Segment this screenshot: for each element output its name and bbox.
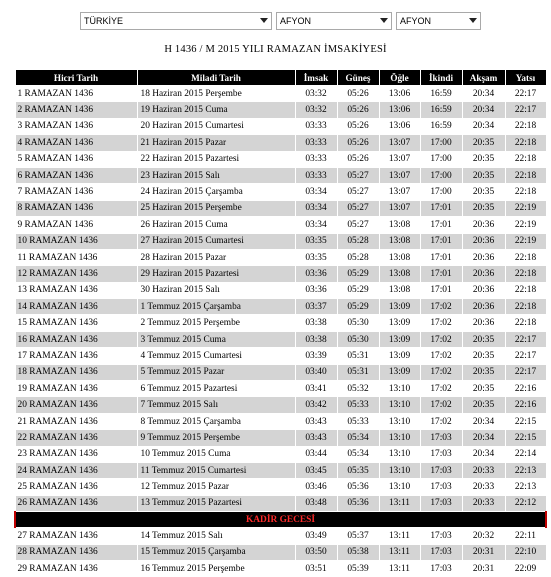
time-cell: 20:34: [462, 430, 505, 446]
time-cell: 17:02: [420, 381, 462, 397]
time-cell: 20:35: [462, 397, 505, 413]
hicri-date-cell: 22 RAMAZAN 1436: [15, 430, 137, 446]
hicri-date-cell: 29 RAMAZAN 1436: [15, 560, 137, 576]
time-cell: 03:46: [295, 479, 337, 495]
time-cell: 22:18: [505, 299, 546, 315]
page-title: H 1436 / M 2015 YILI RAMAZAN İMSAKİYESİ: [164, 44, 387, 55]
time-cell: 20:35: [462, 200, 505, 216]
time-cell: 03:32: [295, 86, 337, 102]
table-row: [15, 430, 546, 446]
time-cell: 03:39: [295, 348, 337, 364]
miladi-date-cell: 18 Haziran 2015 Perşembe: [137, 86, 295, 102]
table-row: [15, 233, 546, 249]
time-cell: 20:35: [462, 135, 505, 151]
column-header: Hicri Tarih: [15, 70, 137, 86]
time-cell: 05:28: [337, 233, 379, 249]
miladi-date-cell: 16 Temmuz 2015 Perşembe: [137, 560, 295, 576]
time-cell: 17:01: [420, 200, 462, 216]
table-row: [15, 315, 546, 331]
table-row: [15, 266, 546, 282]
time-cell: 17:03: [420, 495, 462, 511]
time-cell: 13:10: [379, 397, 420, 413]
time-cell: 03:33: [295, 135, 337, 151]
imsakiye-table: [14, 69, 547, 577]
table-row: [15, 544, 546, 560]
time-cell: 20:36: [462, 315, 505, 331]
time-cell: 20:36: [462, 217, 505, 233]
time-cell: 13:11: [379, 544, 420, 560]
time-cell: 05:29: [337, 282, 379, 298]
hicri-date-cell: 13 RAMAZAN 1436: [15, 282, 137, 298]
hicri-date-cell: 1 RAMAZAN 1436: [15, 86, 137, 102]
time-cell: 20:31: [462, 544, 505, 560]
column-header: Öğle: [379, 70, 420, 86]
time-cell: 17:03: [420, 528, 462, 544]
miladi-date-cell: 24 Haziran 2015 Çarşamba: [137, 184, 295, 200]
time-cell: 05:32: [337, 381, 379, 397]
time-cell: 20:31: [462, 560, 505, 576]
time-cell: 05:28: [337, 249, 379, 265]
time-cell: 13:06: [379, 118, 420, 134]
time-cell: 20:35: [462, 151, 505, 167]
time-cell: 20:36: [462, 282, 505, 298]
time-cell: 05:31: [337, 364, 379, 380]
time-cell: 17:01: [420, 282, 462, 298]
time-cell: 17:02: [420, 364, 462, 380]
time-cell: 22:18: [505, 135, 546, 151]
time-cell: 22:11: [505, 528, 546, 544]
time-cell: 17:02: [420, 331, 462, 347]
column-header: Güneş: [337, 70, 379, 86]
time-cell: 13:09: [379, 348, 420, 364]
time-cell: 22:17: [505, 102, 546, 118]
miladi-date-cell: 10 Temmuz 2015 Cuma: [137, 446, 295, 462]
time-cell: 22:18: [505, 249, 546, 265]
time-cell: 20:33: [462, 479, 505, 495]
time-cell: 05:36: [337, 479, 379, 495]
table-row: [15, 348, 546, 364]
time-cell: 03:44: [295, 446, 337, 462]
time-cell: 17:01: [420, 233, 462, 249]
time-cell: 17:03: [420, 479, 462, 495]
miladi-date-cell: 28 Haziran 2015 Pazar: [137, 249, 295, 265]
miladi-date-cell: 6 Temmuz 2015 Pazartesi: [137, 381, 295, 397]
time-cell: 20:35: [462, 167, 505, 183]
time-cell: 03:43: [295, 430, 337, 446]
location-selectors: [0, 12, 551, 32]
miladi-date-cell: 30 Haziran 2015 Salı: [137, 282, 295, 298]
hicri-date-cell: 5 RAMAZAN 1436: [15, 151, 137, 167]
time-cell: 16:59: [420, 86, 462, 102]
table-header-row: [15, 70, 546, 86]
time-cell: 20:35: [462, 381, 505, 397]
time-cell: 17:00: [420, 184, 462, 200]
time-cell: 22:09: [505, 560, 546, 576]
time-cell: 05:27: [337, 184, 379, 200]
time-cell: 22:16: [505, 381, 546, 397]
time-cell: 03:40: [295, 364, 337, 380]
time-cell: 03:36: [295, 266, 337, 282]
time-cell: 05:31: [337, 348, 379, 364]
time-cell: 03:33: [295, 151, 337, 167]
time-cell: 22:18: [505, 266, 546, 282]
table-row: [15, 167, 546, 183]
table-row: [15, 151, 546, 167]
table-row: [15, 135, 546, 151]
hicri-date-cell: 17 RAMAZAN 1436: [15, 348, 137, 364]
miladi-date-cell: 25 Haziran 2015 Perşembe: [137, 200, 295, 216]
time-cell: 13:08: [379, 266, 420, 282]
miladi-date-cell: 13 Temmuz 2015 Pazartesi: [137, 495, 295, 511]
table-row: [15, 446, 546, 462]
time-cell: 22:19: [505, 217, 546, 233]
time-cell: 20:33: [462, 495, 505, 511]
table-body: [15, 86, 546, 577]
miladi-date-cell: 23 Haziran 2015 Salı: [137, 167, 295, 183]
miladi-date-cell: 20 Haziran 2015 Cumartesi: [137, 118, 295, 134]
time-cell: 13:10: [379, 462, 420, 478]
time-cell: 05:26: [337, 102, 379, 118]
hicri-date-cell: 3 RAMAZAN 1436: [15, 118, 137, 134]
miladi-date-cell: 4 Temmuz 2015 Cumartesi: [137, 348, 295, 364]
time-cell: 22:18: [505, 151, 546, 167]
time-cell: 16:59: [420, 102, 462, 118]
hicri-date-cell: 28 RAMAZAN 1436: [15, 544, 137, 560]
time-cell: 03:51: [295, 560, 337, 576]
miladi-date-cell: 21 Haziran 2015 Pazar: [137, 135, 295, 151]
hicri-date-cell: 24 RAMAZAN 1436: [15, 462, 137, 478]
time-cell: 22:15: [505, 413, 546, 429]
table-row: [15, 331, 546, 347]
time-cell: 05:29: [337, 266, 379, 282]
miladi-date-cell: 22 Haziran 2015 Pazartesi: [137, 151, 295, 167]
table-row: [15, 528, 546, 544]
time-cell: 13:11: [379, 560, 420, 576]
time-cell: 22:18: [505, 282, 546, 298]
kadir-gecesi-row: [15, 512, 546, 528]
time-cell: 17:02: [420, 299, 462, 315]
hicri-date-cell: 27 RAMAZAN 1436: [15, 528, 137, 544]
hicri-date-cell: 16 RAMAZAN 1436: [15, 331, 137, 347]
time-cell: 17:03: [420, 544, 462, 560]
time-cell: 22:14: [505, 446, 546, 462]
table-row: [15, 200, 546, 216]
table-row: [15, 102, 546, 118]
time-cell: 17:01: [420, 266, 462, 282]
time-cell: 22:17: [505, 86, 546, 102]
time-cell: 20:35: [462, 184, 505, 200]
time-cell: 20:35: [462, 348, 505, 364]
time-cell: 22:17: [505, 364, 546, 380]
miladi-date-cell: 12 Temmuz 2015 Pazar: [137, 479, 295, 495]
hicri-date-cell: 11 RAMAZAN 1436: [15, 249, 137, 265]
time-cell: 20:36: [462, 233, 505, 249]
time-cell: 13:08: [379, 282, 420, 298]
time-cell: 17:02: [420, 413, 462, 429]
miladi-date-cell: 5 Temmuz 2015 Pazar: [137, 364, 295, 380]
table-row: [15, 495, 546, 511]
time-cell: 22:18: [505, 167, 546, 183]
time-cell: 17:03: [420, 462, 462, 478]
miladi-date-cell: 9 Temmuz 2015 Perşembe: [137, 430, 295, 446]
hicri-date-cell: 20 RAMAZAN 1436: [15, 397, 137, 413]
time-cell: 20:35: [462, 364, 505, 380]
time-cell: 13:10: [379, 381, 420, 397]
time-cell: 22:13: [505, 479, 546, 495]
city-select[interactable]: [276, 12, 392, 30]
column-header: İmsak: [295, 70, 337, 86]
time-cell: 17:00: [420, 167, 462, 183]
table-row: [15, 299, 546, 315]
hicri-date-cell: 6 RAMAZAN 1436: [15, 167, 137, 183]
time-cell: 17:01: [420, 249, 462, 265]
time-cell: 13:09: [379, 299, 420, 315]
time-cell: 05:38: [337, 544, 379, 560]
time-cell: 05:36: [337, 495, 379, 511]
time-cell: 17:03: [420, 560, 462, 576]
time-cell: 20:34: [462, 446, 505, 462]
time-cell: 05:34: [337, 430, 379, 446]
table-row: [15, 381, 546, 397]
time-cell: 13:08: [379, 233, 420, 249]
time-cell: 13:09: [379, 364, 420, 380]
miladi-date-cell: 7 Temmuz 2015 Salı: [137, 397, 295, 413]
time-cell: 05:27: [337, 217, 379, 233]
hicri-date-cell: 2 RAMAZAN 1436: [15, 102, 137, 118]
country-select[interactable]: [80, 12, 272, 30]
chevron-down-icon: [469, 18, 477, 23]
time-cell: 20:34: [462, 86, 505, 102]
miladi-date-cell: 1 Temmuz 2015 Çarşamba: [137, 299, 295, 315]
time-cell: 13:07: [379, 135, 420, 151]
time-cell: 20:34: [462, 118, 505, 134]
time-cell: 03:35: [295, 249, 337, 265]
column-header: Yatsı: [505, 70, 546, 86]
time-cell: 05:30: [337, 315, 379, 331]
miladi-date-cell: 3 Temmuz 2015 Cuma: [137, 331, 295, 347]
time-cell: 03:41: [295, 381, 337, 397]
time-cell: 03:45: [295, 462, 337, 478]
hicri-date-cell: 8 RAMAZAN 1436: [15, 200, 137, 216]
miladi-date-cell: 26 Haziran 2015 Cuma: [137, 217, 295, 233]
time-cell: 17:01: [420, 217, 462, 233]
time-cell: 22:12: [505, 495, 546, 511]
chevron-down-icon: [260, 18, 268, 23]
time-cell: 17:03: [420, 430, 462, 446]
time-cell: 16:59: [420, 118, 462, 134]
table-row: [15, 184, 546, 200]
table-row: [15, 217, 546, 233]
hicri-date-cell: 9 RAMAZAN 1436: [15, 217, 137, 233]
time-cell: 03:38: [295, 315, 337, 331]
time-cell: 22:18: [505, 315, 546, 331]
miladi-date-cell: 19 Haziran 2015 Cuma: [137, 102, 295, 118]
time-cell: 05:26: [337, 151, 379, 167]
time-cell: 03:43: [295, 413, 337, 429]
miladi-date-cell: 29 Haziran 2015 Pazartesi: [137, 266, 295, 282]
miladi-date-cell: 27 Haziran 2015 Cumartesi: [137, 233, 295, 249]
time-cell: 20:34: [462, 413, 505, 429]
time-cell: 13:10: [379, 430, 420, 446]
time-cell: 05:27: [337, 200, 379, 216]
hicri-date-cell: 15 RAMAZAN 1436: [15, 315, 137, 331]
time-cell: 17:00: [420, 135, 462, 151]
time-cell: 03:34: [295, 200, 337, 216]
time-cell: 17:02: [420, 315, 462, 331]
time-cell: 13:06: [379, 86, 420, 102]
time-cell: 03:33: [295, 118, 337, 134]
time-cell: 17:02: [420, 397, 462, 413]
table-row: [15, 86, 546, 102]
time-cell: 13:08: [379, 217, 420, 233]
hicri-date-cell: 7 RAMAZAN 1436: [15, 184, 137, 200]
time-cell: 03:38: [295, 331, 337, 347]
district-select[interactable]: [396, 12, 481, 30]
time-cell: 03:37: [295, 299, 337, 315]
hicri-date-cell: 23 RAMAZAN 1436: [15, 446, 137, 462]
time-cell: 03:36: [295, 282, 337, 298]
time-cell: 22:18: [505, 184, 546, 200]
time-cell: 20:33: [462, 462, 505, 478]
time-cell: 13:10: [379, 446, 420, 462]
time-cell: 22:17: [505, 331, 546, 347]
hicri-date-cell: 19 RAMAZAN 1436: [15, 381, 137, 397]
table-row: [15, 479, 546, 495]
hicri-date-cell: 25 RAMAZAN 1436: [15, 479, 137, 495]
time-cell: 20:36: [462, 249, 505, 265]
time-cell: 05:26: [337, 135, 379, 151]
time-cell: 22:16: [505, 397, 546, 413]
time-cell: 03:50: [295, 544, 337, 560]
table-row: [15, 413, 546, 429]
time-cell: 22:17: [505, 348, 546, 364]
time-cell: 13:06: [379, 102, 420, 118]
time-cell: 22:15: [505, 430, 546, 446]
time-cell: 05:29: [337, 299, 379, 315]
hicri-date-cell: 4 RAMAZAN 1436: [15, 135, 137, 151]
table-row: [15, 282, 546, 298]
hicri-date-cell: 12 RAMAZAN 1436: [15, 266, 137, 282]
time-cell: 22:13: [505, 462, 546, 478]
time-cell: 05:39: [337, 560, 379, 576]
time-cell: 13:11: [379, 528, 420, 544]
time-cell: 05:33: [337, 397, 379, 413]
time-cell: 20:36: [462, 299, 505, 315]
miladi-date-cell: 11 Temmuz 2015 Cumartesi: [137, 462, 295, 478]
time-cell: 03:35: [295, 233, 337, 249]
column-header: İkindi: [420, 70, 462, 86]
time-cell: 13:07: [379, 184, 420, 200]
city-select-value: AFYON: [280, 16, 312, 26]
hicri-date-cell: 26 RAMAZAN 1436: [15, 495, 137, 511]
kadir-gecesi-label: KADİR GECESİ: [15, 512, 546, 528]
time-cell: 13:09: [379, 331, 420, 347]
time-cell: 22:18: [505, 118, 546, 134]
time-cell: 13:11: [379, 495, 420, 511]
time-cell: 05:33: [337, 413, 379, 429]
miladi-date-cell: 2 Temmuz 2015 Perşembe: [137, 315, 295, 331]
time-cell: 03:32: [295, 102, 337, 118]
time-cell: 05:35: [337, 462, 379, 478]
time-cell: 22:19: [505, 200, 546, 216]
miladi-date-cell: 8 Temmuz 2015 Çarşamba: [137, 413, 295, 429]
table-row: [15, 364, 546, 380]
time-cell: 03:34: [295, 217, 337, 233]
time-cell: 13:09: [379, 315, 420, 331]
table-row: [15, 397, 546, 413]
time-cell: 17:00: [420, 151, 462, 167]
miladi-date-cell: 15 Temmuz 2015 Çarşamba: [137, 544, 295, 560]
time-cell: 05:37: [337, 528, 379, 544]
time-cell: 05:27: [337, 167, 379, 183]
time-cell: 20:32: [462, 528, 505, 544]
time-cell: 05:26: [337, 86, 379, 102]
time-cell: 20:36: [462, 266, 505, 282]
time-cell: 03:48: [295, 495, 337, 511]
time-cell: 03:49: [295, 528, 337, 544]
table-row: [15, 462, 546, 478]
chevron-down-icon: [380, 18, 388, 23]
time-cell: 13:10: [379, 479, 420, 495]
hicri-date-cell: 21 RAMAZAN 1436: [15, 413, 137, 429]
time-cell: 13:08: [379, 249, 420, 265]
time-cell: 13:07: [379, 200, 420, 216]
time-cell: 13:10: [379, 413, 420, 429]
table-row: [15, 560, 546, 576]
time-cell: 03:33: [295, 167, 337, 183]
time-cell: 03:42: [295, 397, 337, 413]
time-cell: 13:07: [379, 151, 420, 167]
table-row: [15, 249, 546, 265]
miladi-date-cell: 14 Temmuz 2015 Salı: [137, 528, 295, 544]
country-select-value: TÜRKİYE: [84, 16, 124, 26]
time-cell: 20:35: [462, 331, 505, 347]
hicri-date-cell: 18 RAMAZAN 1436: [15, 364, 137, 380]
time-cell: 05:30: [337, 331, 379, 347]
time-cell: 13:07: [379, 167, 420, 183]
table-row: [15, 118, 546, 134]
hicri-date-cell: 10 RAMAZAN 1436: [15, 233, 137, 249]
time-cell: 22:10: [505, 544, 546, 560]
time-cell: 17:03: [420, 446, 462, 462]
hicri-date-cell: 14 RAMAZAN 1436: [15, 299, 137, 315]
time-cell: 17:02: [420, 348, 462, 364]
time-cell: 05:26: [337, 118, 379, 134]
column-header: Akşam: [462, 70, 505, 86]
time-cell: 03:34: [295, 184, 337, 200]
district-select-value: AFYON: [400, 16, 432, 26]
time-cell: 20:34: [462, 102, 505, 118]
column-header: Miladi Tarih: [137, 70, 295, 86]
time-cell: 22:19: [505, 233, 546, 249]
time-cell: 05:34: [337, 446, 379, 462]
